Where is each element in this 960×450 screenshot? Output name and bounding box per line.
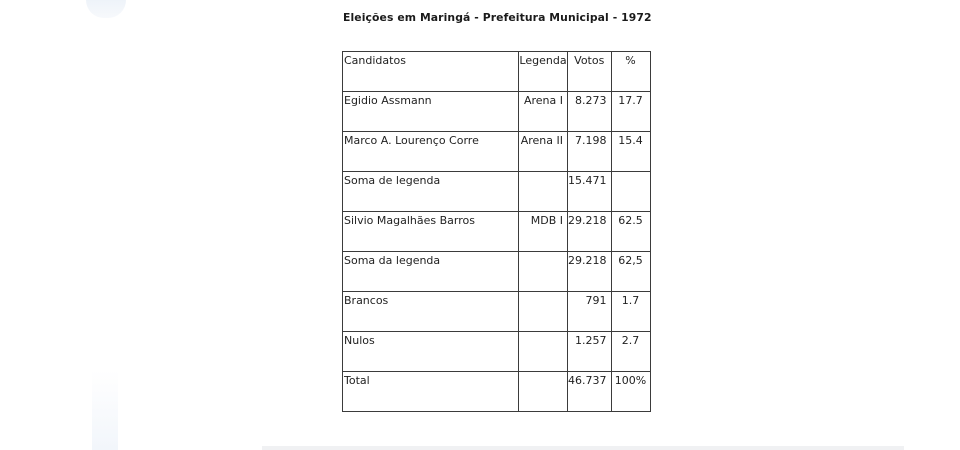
table-row [343, 92, 651, 132]
cell-candidate: Soma da legenda [343, 252, 519, 292]
election-results-table [342, 51, 651, 412]
page-bottom-edge [262, 446, 904, 450]
cell-votes: 46.737 [568, 372, 612, 412]
cell-legend [519, 372, 568, 412]
cell-percent: 62,5 [611, 252, 650, 292]
cell-percent: 62.5 [611, 212, 650, 252]
cell-percent: 17.7 [611, 92, 650, 132]
cell-legend [519, 252, 568, 292]
cell-legend: MDB I [519, 212, 568, 252]
cell-votes: 791 [568, 292, 612, 332]
cell-votes: 15.471 [568, 172, 612, 212]
table-row [343, 292, 651, 332]
cell-percent [611, 172, 650, 212]
cell-candidate: Marco A. Lourenço Corre [343, 132, 519, 172]
cell-candidate: Soma de legenda [343, 172, 519, 212]
table-header-row [343, 52, 651, 92]
header-percent: % [611, 52, 650, 92]
table-row [343, 372, 651, 412]
header-votes: Votos [568, 52, 612, 92]
cell-percent: 100% [611, 372, 650, 412]
table-row [343, 132, 651, 172]
cell-candidate: Brancos [343, 292, 519, 332]
cell-candidate: Silvio Magalhães Barros [343, 212, 519, 252]
background-shade [92, 370, 118, 450]
cell-legend: Arena II [519, 132, 568, 172]
cell-percent: 1.7 [611, 292, 650, 332]
table-row [343, 252, 651, 292]
cell-percent: 15.4 [611, 132, 650, 172]
header-candidates: Candidatos [343, 52, 519, 92]
cell-legend [519, 292, 568, 332]
cell-votes: 8.273 [568, 92, 612, 132]
document-title: Eleições em Maringá - Prefeitura Municipal - 1972 [343, 11, 652, 24]
cell-candidate: Total [343, 372, 519, 412]
background-shade [86, 0, 126, 18]
cell-votes: 29.218 [568, 252, 612, 292]
cell-legend: Arena I [519, 92, 568, 132]
table-row [343, 332, 651, 372]
cell-candidate: Nulos [343, 332, 519, 372]
cell-votes: 1.257 [568, 332, 612, 372]
table-row [343, 212, 651, 252]
cell-votes: 29.218 [568, 212, 612, 252]
cell-candidate: Egidio Assmann [343, 92, 519, 132]
cell-votes: 7.198 [568, 132, 612, 172]
cell-legend [519, 172, 568, 212]
table-row [343, 172, 651, 212]
cell-legend [519, 332, 568, 372]
cell-percent: 2.7 [611, 332, 650, 372]
header-legend: Legenda [519, 52, 568, 92]
